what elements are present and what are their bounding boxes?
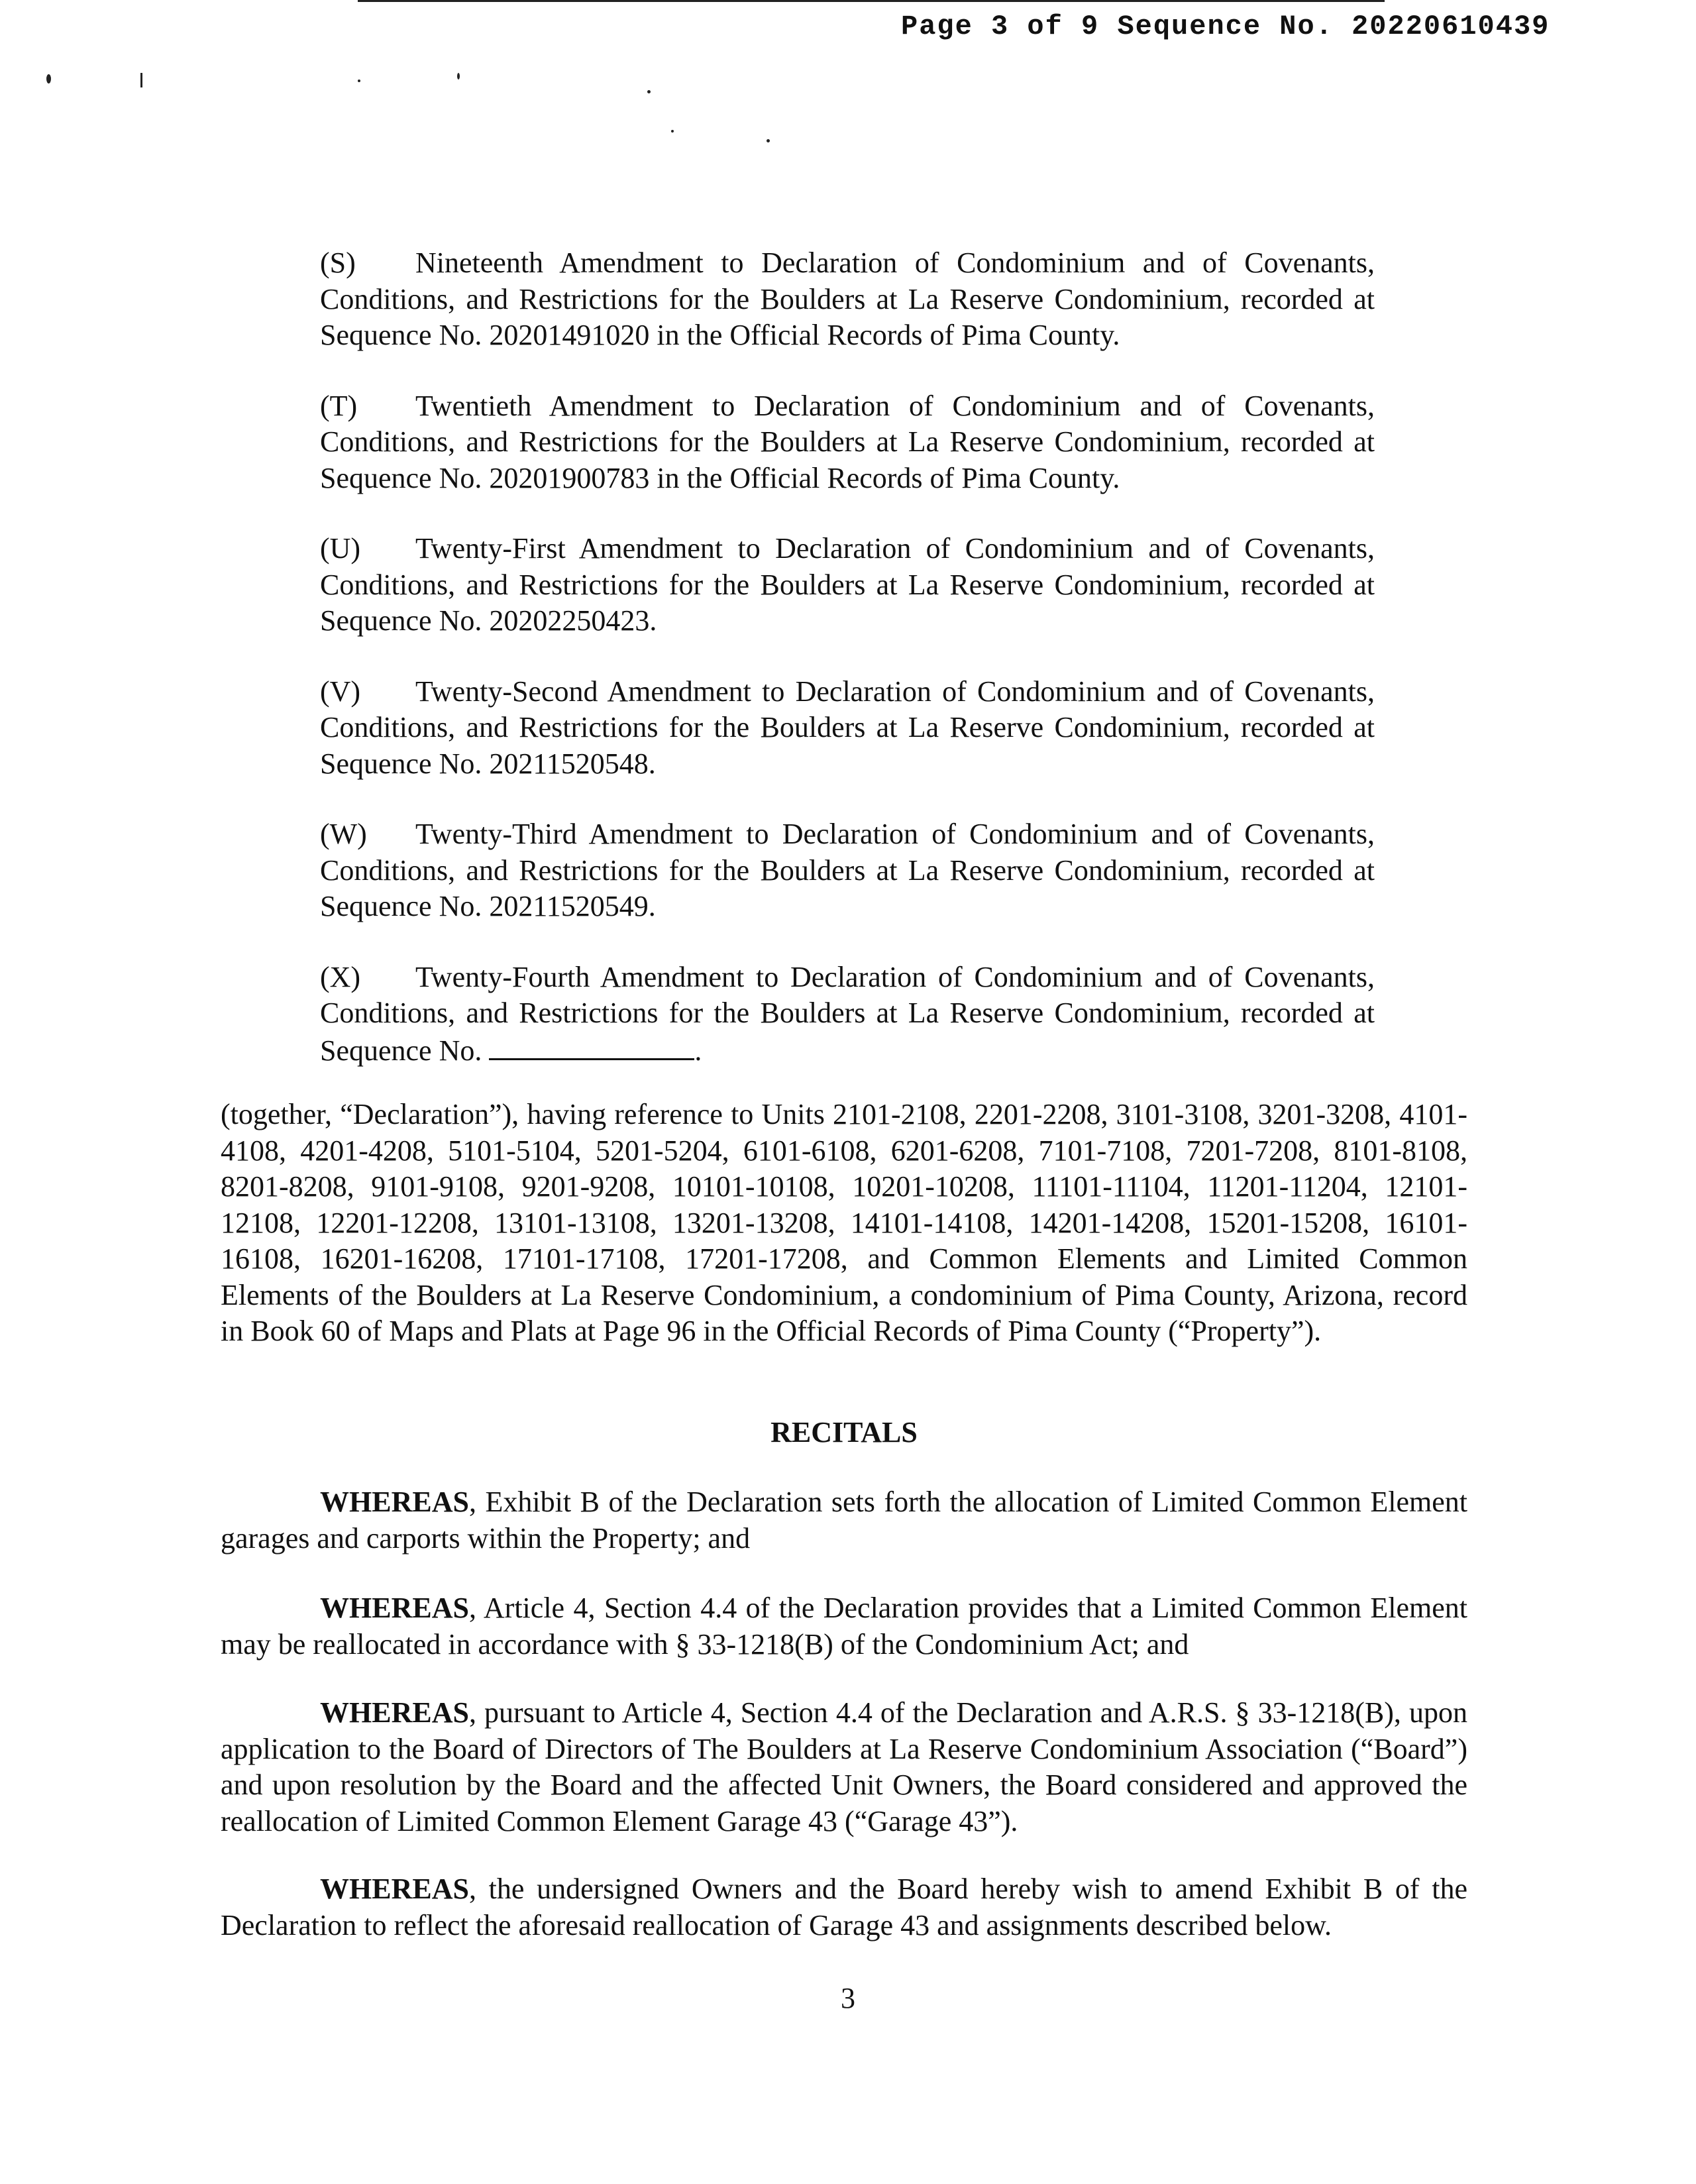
recitals-heading: RECITALS [770, 1416, 918, 1448]
amendment-suffix: . [694, 1034, 702, 1067]
amendment-list [320, 245, 1375, 1103]
whereas-lead: WHEREAS [320, 1873, 469, 1905]
sequence-blank-line [489, 1032, 694, 1060]
amendment-tag: (V) [320, 675, 361, 708]
amendment-item [320, 531, 1375, 639]
amendment-text: Twenty-Third Amendment to Declaration of Condominium and of Covenants, Conditions, and Restrictions for the Boulders at La Reserve Condominium, recorded at Sequence No. 20211520549. [320, 818, 1375, 922]
amendment-item [320, 388, 1375, 497]
whereas-text: , Exhibit B of the Declaration sets forth the allocation of Limited Common Element garages and carports within the Property; and [221, 1486, 1467, 1555]
page-number: 3 [841, 1982, 855, 2014]
scan-speck [358, 80, 360, 82]
amendment-tag: (T) [320, 389, 358, 422]
amendment-tag: (U) [320, 532, 361, 565]
amendment-text: Twenty-Fourth Amendment to Declaration of Condominium and of Covenants, Conditions, and Restrictions for the Boulders at La Reserve Condominium, recorded at Sequence No. [320, 960, 1375, 1067]
amendment-text: Nineteenth Amendment to Declaration of Condominium and of Covenants, Conditions, and Restrictions for the Boulders at La Reserve Condominium, recorded at Sequence No. 20201491020 in the Official Records of Pima County. [320, 246, 1375, 351]
header-rule [358, 0, 1385, 2]
amendment-item [320, 674, 1375, 783]
scan-speck [671, 130, 674, 133]
scan-speck [767, 139, 770, 142]
amendment-tag: (W) [320, 818, 367, 850]
recording-header: Page 3 of 9 Sequence No. 20220610439 [901, 11, 1550, 42]
whereas-lead: WHEREAS [320, 1696, 469, 1729]
whereas-lead: WHEREAS [320, 1486, 469, 1518]
amendment-text: Twentieth Amendment to Declaration of Condominium and of Covenants, Conditions, and Restrictions for the Boulders at La Reserve Condominium, recorded at Sequence No. 20201900783 in the Official Records of Pima County. [320, 389, 1375, 494]
amendment-item [320, 245, 1375, 354]
amendment-tag: (X) [320, 960, 361, 993]
whereas-paragraph [221, 1484, 1467, 1556]
amendment-item [320, 959, 1375, 1069]
scan-speck [457, 73, 460, 80]
whereas-text: , pursuant to Article 4, Section 4.4 of the Declaration and A.R.S. § 33-1218(B), upon application to the Board of Directors of The Boulders at La Reserve Condominium Association (“Board”) and upon resolution by the Board and the affected Unit Owners, the Board considered and approved the reallocation of Limited Common Element Garage 43 (“Garage 43”). [221, 1696, 1467, 1837]
whereas-paragraph [221, 1871, 1467, 1943]
amendment-text: Twenty-Second Amendment to Declaration of Condominium and of Covenants, Conditions, and Restrictions for the Boulders at La Reserve Condominium, recorded at Sequence No. 20211520548. [320, 675, 1375, 780]
whereas-lead: WHEREAS [320, 1592, 469, 1624]
amendment-item [320, 816, 1375, 925]
amendment-tag: (S) [320, 246, 356, 279]
together-paragraph: (together, “Declaration”), having reference to Units 2101-2108, 2201-2208, 3101-3108, 3201-3208, 4101-4108, 4201-4208, 5101-5104, 5201-5204, 6101-6108, 6201-6208, 7101-7108, 7201-7208, 8101-8108, 8201-8208, 9101-9108, 9201-9208, 10101-10108, 10201-10208, 11101-11104, 11201-11204, 12101-12108, 12201-12208, 13101-13108, 13201-13208, 14101-14108, 14201-14208, 15201-15208, 16101-16108, 16201-16208, 17101-17108, 17201-17208, and Common Elements and Limited Common Elements of the Boulders at La Reserve Condominium, a condominium of Pima County, Arizona, record in Book 60 of Maps and Plats at Page 96 in the Official Records of Pima County (“Property”). [221, 1098, 1467, 1347]
whereas-paragraph [221, 1695, 1467, 1839]
whereas-paragraph [221, 1590, 1467, 1663]
scan-speck [140, 73, 142, 87]
scan-speck [647, 90, 651, 93]
amendment-text: Twenty-First Amendment to Declaration of Condominium and of Covenants, Conditions, and Restrictions for the Boulders at La Reserve Condominium, recorded at Sequence No. 20202250423. [320, 532, 1375, 637]
scan-speck [46, 74, 51, 83]
whereas-text: , Article 4, Section 4.4 of the Declaration provides that a Limited Common Element may be reallocated in accordance with § 33-1218(B) of the Condominium Act; and [221, 1592, 1467, 1661]
whereas-text: , the undersigned Owners and the Board hereby wish to amend Exhibit B of the Declaration to reflect the aforesaid reallocation of Garage 43 and assignments described below. [221, 1873, 1467, 1941]
